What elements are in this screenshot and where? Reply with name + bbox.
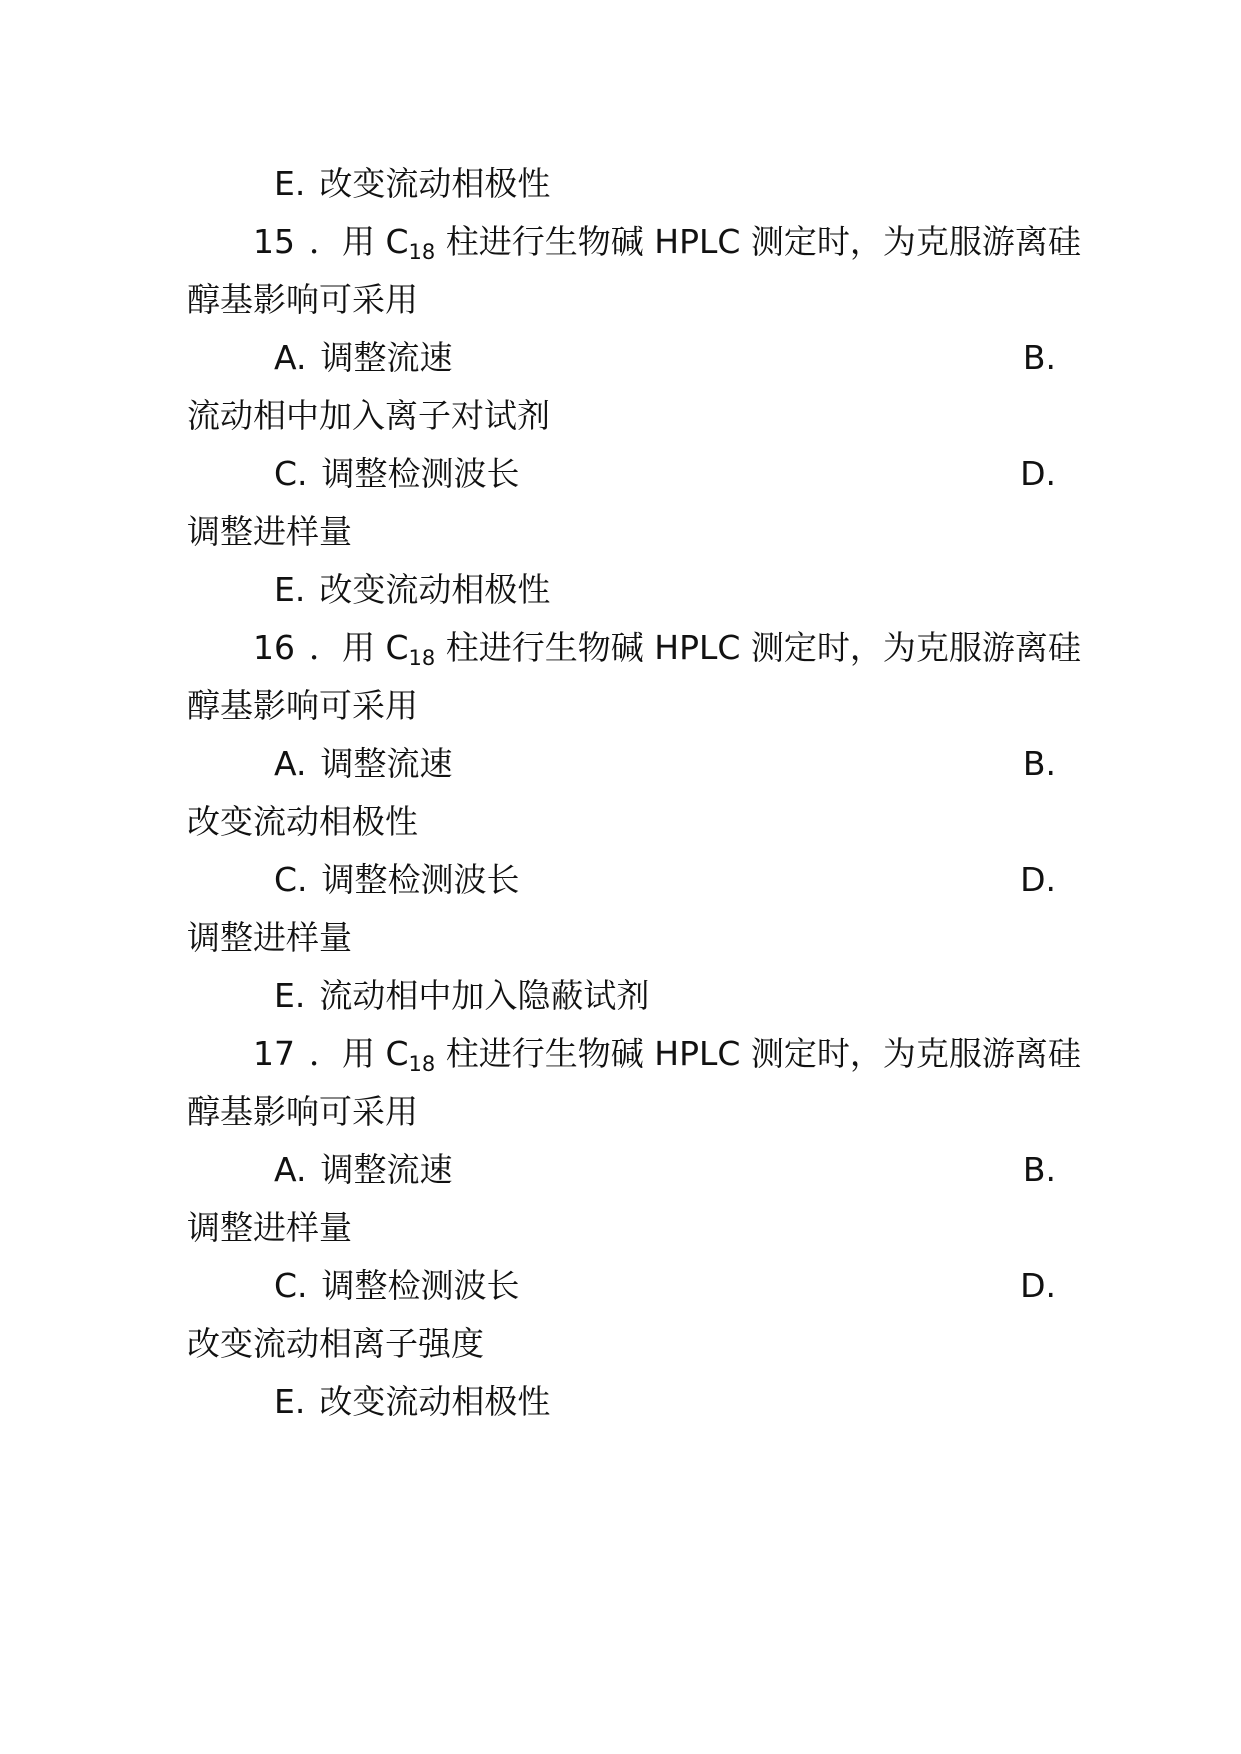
q16-option-d-letter: D.	[1020, 860, 1056, 899]
question-number: 15	[253, 222, 295, 261]
q17-option-d-letter: D.	[1020, 1266, 1056, 1305]
question-sep: ．	[309, 628, 342, 667]
option-text: 改变流动相极性	[319, 1382, 551, 1421]
option-text: 调整流速	[320, 744, 453, 783]
option-text: 改变流动相极性	[319, 570, 551, 609]
option-text: 调整检测波长	[321, 1266, 520, 1305]
stem-pre: 用 C	[342, 222, 409, 261]
stem-subscript: 18	[408, 646, 436, 670]
stem-post: 柱进行生物碱 HPLC 测定时，为克服游离硅	[435, 222, 1081, 261]
q15-option-d-text: 调整进样量	[187, 512, 352, 551]
q16-stem-line1	[253, 628, 1081, 668]
option-letter: A.	[274, 338, 307, 377]
option-letter: C.	[274, 860, 308, 899]
q17-stem-line2: 醇基影响可采用	[187, 1092, 418, 1131]
option-text: 调整流速	[320, 338, 453, 377]
option-text: 调整流速	[320, 1150, 453, 1189]
q16-option-d-text: 调整进样量	[187, 918, 352, 957]
q16-option-a	[274, 744, 452, 784]
question-number: 17	[253, 1034, 295, 1073]
stem-pre: 用 C	[342, 628, 409, 667]
q17-option-b-text: 调整进样量	[187, 1208, 352, 1247]
q16-option-c	[274, 860, 520, 900]
stem-post: 柱进行生物碱 HPLC 测定时，为克服游离硅	[435, 628, 1081, 667]
q15-option-d-letter: D.	[1020, 454, 1056, 493]
q15-option-b-text: 流动相中加入离子对试剂	[187, 396, 550, 435]
option-letter: C.	[274, 1266, 308, 1305]
q16-stem-line2: 醇基影响可采用	[187, 686, 418, 725]
question-number: 16	[253, 628, 295, 667]
q15-stem-line1	[253, 222, 1081, 262]
q17-option-e	[274, 1382, 550, 1422]
prev-option-e	[274, 164, 550, 204]
option-letter: E.	[274, 1382, 306, 1421]
question-sep: ．	[309, 1034, 342, 1073]
option-text: 流动相中加入隐蔽试剂	[319, 976, 650, 1015]
q15-option-a	[274, 338, 452, 378]
stem-subscript: 18	[408, 1052, 436, 1076]
stem-subscript: 18	[408, 240, 436, 264]
q17-stem-line1	[253, 1034, 1081, 1074]
stem-pre: 用 C	[342, 1034, 409, 1073]
q17-option-c	[274, 1266, 520, 1306]
option-letter: C.	[274, 454, 308, 493]
option-letter: E.	[274, 976, 306, 1015]
q17-option-b-letter: B.	[1022, 1150, 1056, 1189]
q17-option-d-text: 改变流动相离子强度	[187, 1324, 484, 1363]
option-text: 改变流动相极性	[319, 164, 551, 203]
option-text: 调整检测波长	[321, 860, 520, 899]
q15-option-c	[274, 454, 520, 494]
q16-option-e	[274, 976, 649, 1016]
option-text: 调整检测波长	[321, 454, 520, 493]
option-letter: A.	[274, 744, 307, 783]
q15-stem-line2: 醇基影响可采用	[187, 280, 418, 319]
option-letter: E.	[274, 570, 306, 609]
option-letter: A.	[274, 1150, 307, 1189]
stem-post: 柱进行生物碱 HPLC 测定时，为克服游离硅	[435, 1034, 1081, 1073]
q15-option-e	[274, 570, 550, 610]
q15-option-b-letter: B.	[1022, 338, 1056, 377]
option-letter: E.	[274, 164, 306, 203]
question-sep: ．	[309, 222, 342, 261]
q17-option-a	[274, 1150, 452, 1190]
q16-option-b-text: 改变流动相极性	[187, 802, 418, 841]
q16-option-b-letter: B.	[1022, 744, 1056, 783]
